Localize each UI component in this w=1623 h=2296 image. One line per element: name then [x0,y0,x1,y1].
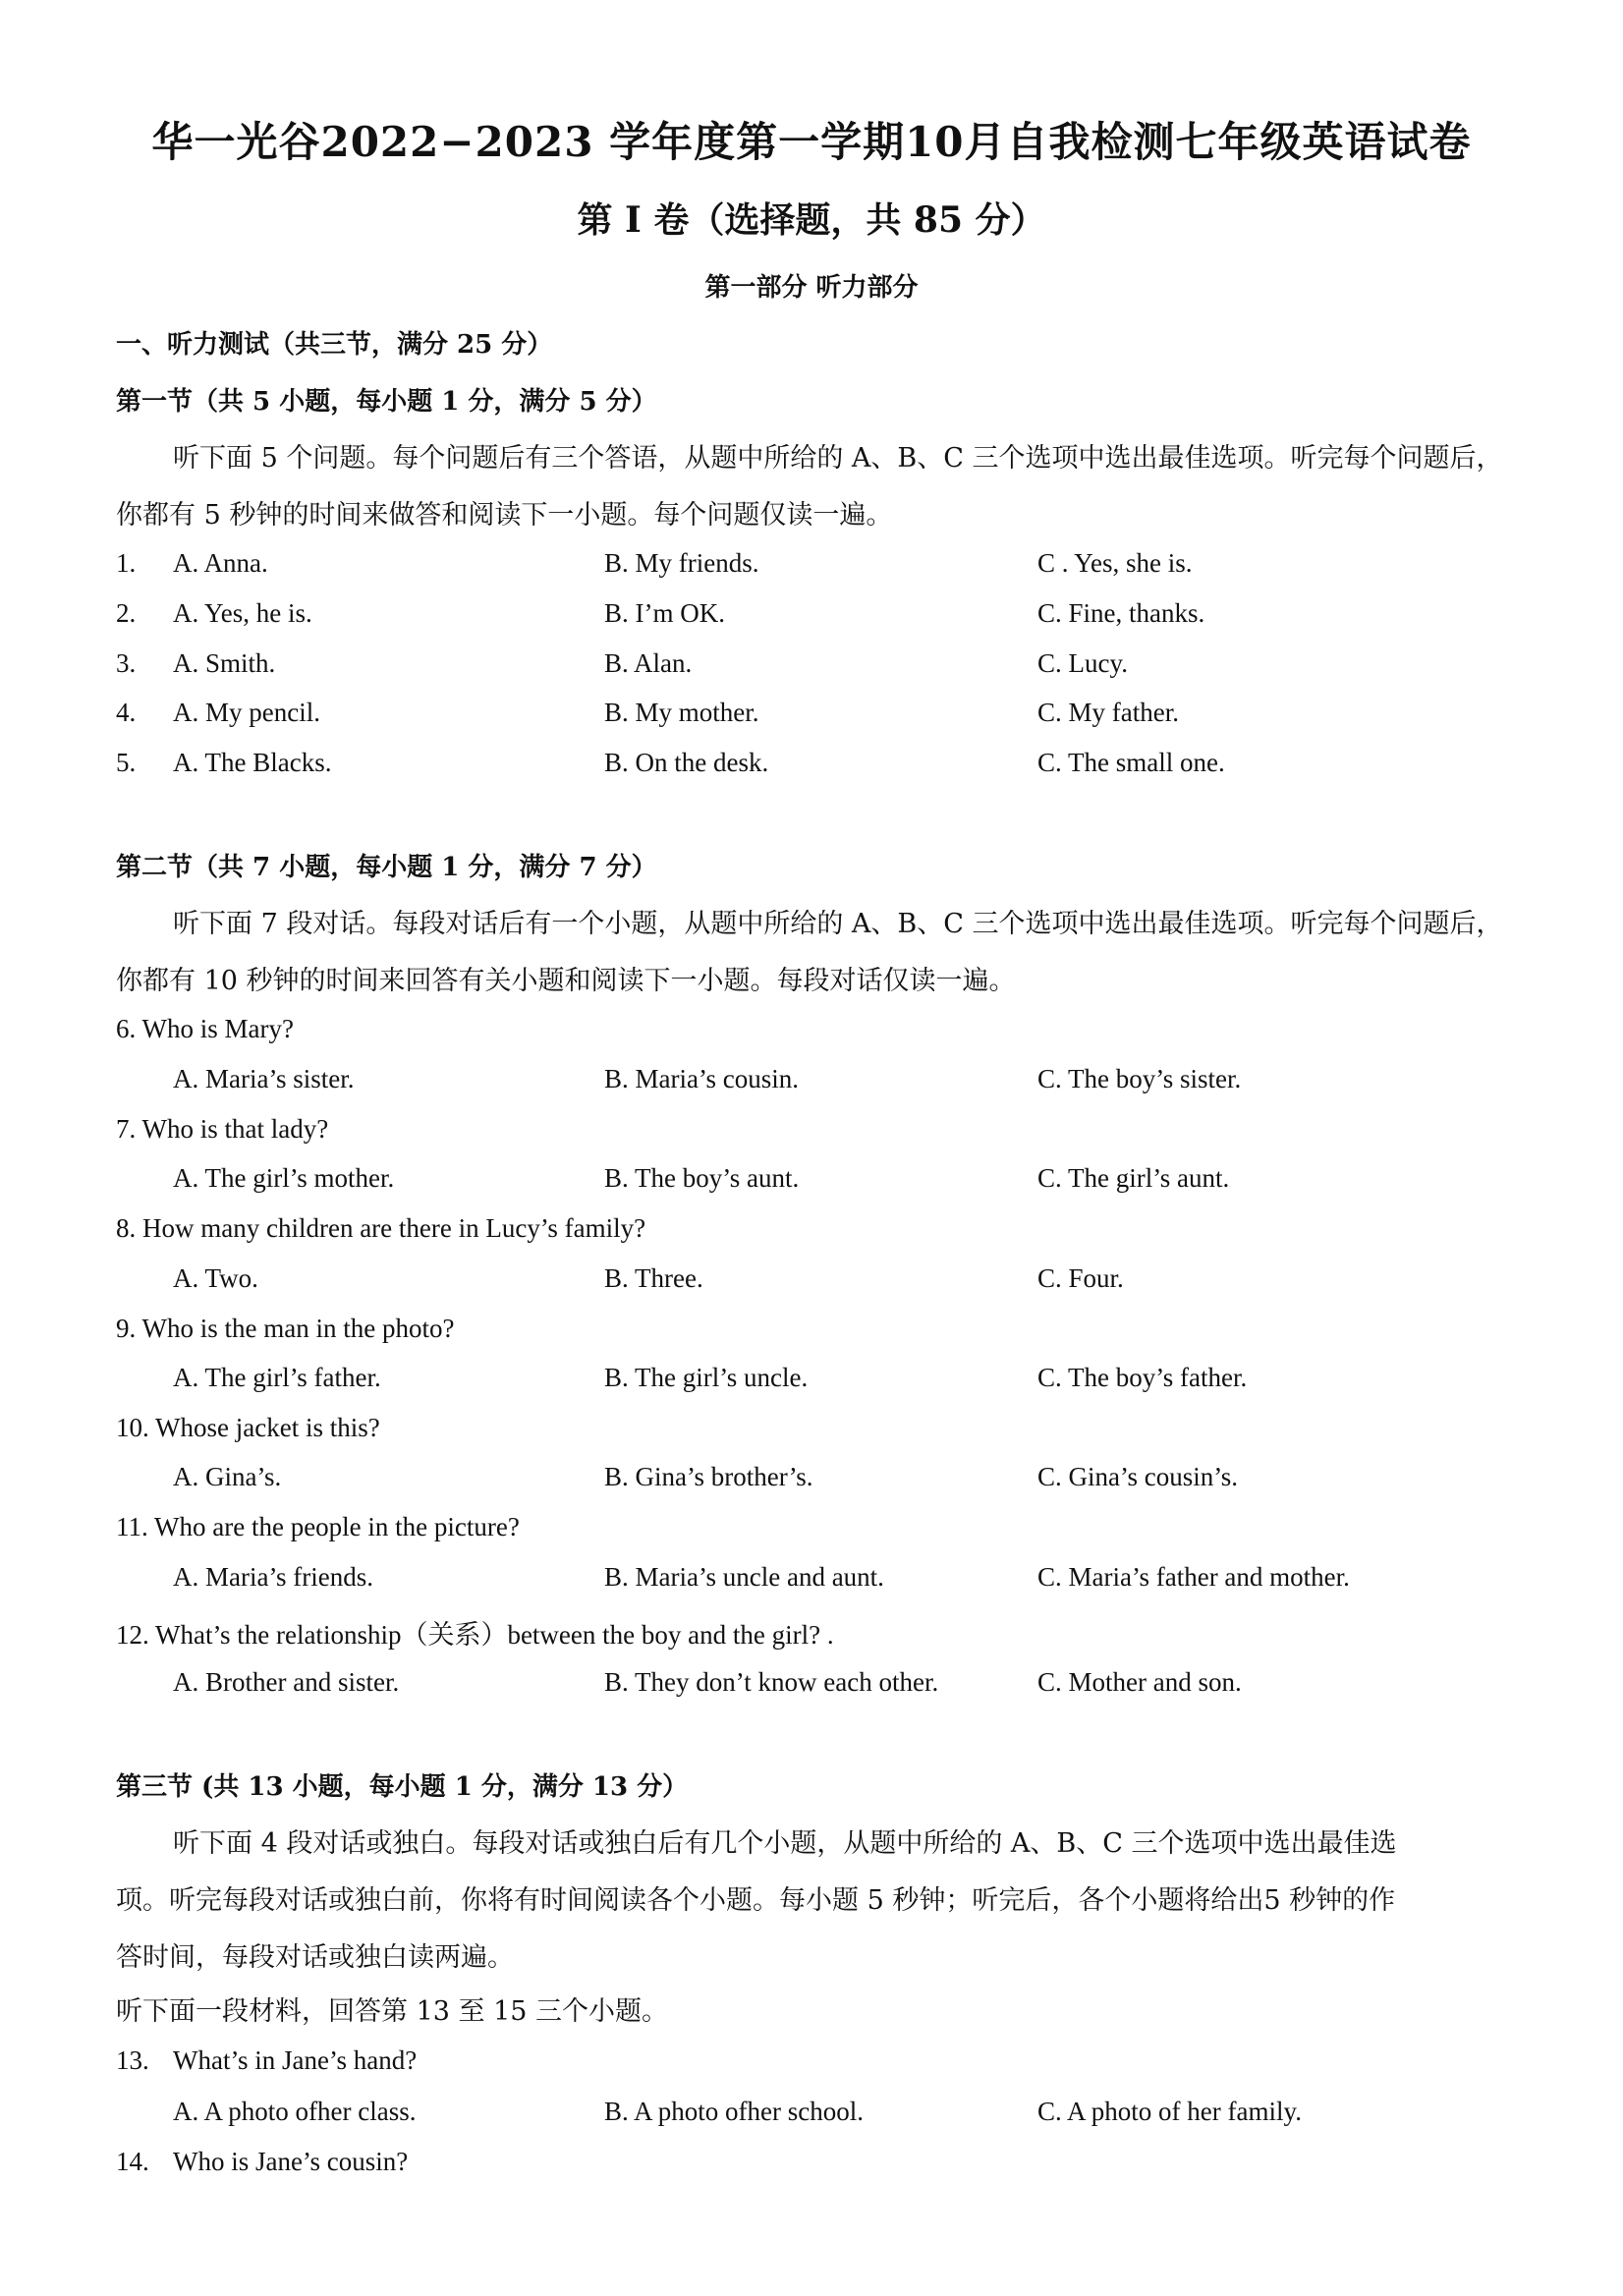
option-b[interactable]: B. I’m OK. [604,598,725,628]
option-b[interactable]: B. They don’t know each other. [604,1667,939,1697]
option-c[interactable]: C. The girl’s aunt. [1037,1163,1230,1193]
option-a[interactable]: A. Gina’s. [173,1462,282,1491]
section2-heading: 第二节（共 7 小题，每小题 1 分，满分 7 分） [116,853,657,882]
question-number: 2. [116,598,137,628]
section3-instructions-3: 答时间，每段对话或独白读两遍。 [116,1942,514,1973]
option-c[interactable]: C. The small one. [1037,748,1225,777]
option-a[interactable]: A. The girl’s mother. [173,1163,395,1193]
option-b[interactable]: B. On the desk. [604,748,769,777]
question-text: 8. How many children are there in Lucy’s family? [116,1213,646,1243]
question-text: 6. Who is Mary? [116,1014,294,1043]
option-b[interactable]: B. My mother. [604,698,759,727]
question-number: 5. [116,748,137,777]
option-b[interactable]: B. A photo ofher school. [604,2097,864,2126]
volume-heading: 第 I 卷（选择题，共 85 分） [577,199,1046,241]
option-b[interactable]: B. Maria’s uncle and aunt. [604,1562,884,1592]
option-a[interactable]: A. Two. [173,1263,258,1293]
question-number: 14. [116,2147,149,2176]
option-c[interactable]: C . Yes, she is. [1037,548,1193,578]
option-c[interactable]: C. Four. [1037,1263,1124,1293]
option-a[interactable]: A. The girl’s father. [173,1363,381,1392]
option-a[interactable]: A. Anna. [173,548,268,578]
question-prompt: Who is Jane’s cousin? [173,2147,409,2176]
question-text: 10. Whose jacket is this? [116,1413,380,1442]
option-a[interactable]: A. Maria’s sister. [173,1064,355,1093]
option-a[interactable]: A. The Blacks. [173,748,332,777]
option-b[interactable]: B. The girl’s uncle. [604,1363,809,1392]
question-number: 13. [116,2045,149,2075]
question-text: 7. Who is that lady? [116,1114,329,1144]
question-text [116,2045,1521,2076]
section3-sub-instructions: 听下面一段材料，回答第 13 至 15 三个小题。 [116,1996,669,2027]
question-text: 11. Who are the people in the picture? [116,1512,520,1541]
option-a[interactable]: A. A photo ofher class. [173,2097,417,2126]
option-c[interactable]: C. Mother and son. [1037,1667,1242,1697]
option-b[interactable]: B. Gina’s brother’s. [604,1462,813,1491]
option-b[interactable]: B. Alan. [604,648,693,678]
option-a[interactable]: A. My pencil. [173,698,320,727]
option-a[interactable]: A. Brother and sister. [173,1667,400,1697]
section3-instructions-2: 项。听完每段对话或独白前，你将有时间阅读各个小题。每小题 5 秒钟；听完后，各个小题将给出5 秒钟的作 [116,1885,1396,1916]
option-c[interactable]: C. A photo of her family. [1037,2097,1302,2126]
option-a[interactable]: A. Maria’s friends. [173,1562,373,1592]
section3-heading: 第三节 (共 13 小题，每小题 1 分，满分 13 分） [116,1772,689,1802]
part-heading: 第一部分 听力部分 [704,273,919,303]
option-c[interactable]: C. The boy’s father. [1037,1363,1248,1392]
option-c[interactable]: C. Lucy. [1037,648,1128,678]
question-number: 4. [116,698,137,727]
option-c[interactable]: C. Maria’s father and mother. [1037,1562,1350,1592]
option-b[interactable]: B. My friends. [604,548,759,578]
section1-instructions-2: 你都有 5 秒钟的时间来做答和阅读下一小题。每个问题仅读一遍。 [116,500,893,531]
section3-instructions-1: 听下面 4 段对话或独白。每段对话或独白后有几个小题，从题中所给的 A、B、C 三个选项中选出最佳选 [173,1828,1397,1859]
question-number: 1. [116,548,137,578]
question-text: 9. Who is the man in the photo? [116,1314,455,1343]
section1-heading: 第一节（共 5 小题，每小题 1 分，满分 5 分） [116,387,657,417]
option-a[interactable]: A. Smith. [173,648,276,678]
option-c[interactable]: C. Fine, thanks. [1037,598,1205,628]
listening-heading: 一、听力测试（共三节，满分 25 分） [116,330,553,360]
question-number: 3. [116,648,137,678]
question-prompt: What’s in Jane’s hand? [173,2045,418,2075]
option-c[interactable]: C. Gina’s cousin’s. [1037,1462,1239,1491]
option-b[interactable]: B. Three. [604,1263,703,1293]
section2-instructions-2: 你都有 10 秒钟的时间来回答有关小题和阅读下一小题。每段对话仅读一遍。 [116,966,1016,996]
option-a[interactable]: A. Yes, he is. [173,598,312,628]
section1-instructions-1: 听下面 5 个问题。每个问题后有三个答语，从题中所给的 A、B、C 三个选项中选出最佳选项。听完每个问题后， [173,443,1503,474]
question-text: 12. What’s the relationship（关系）between the boy and the girl? . [116,1620,834,1650]
section2-instructions-1: 听下面 7 段对话。每段对话后有一个小题，从题中所给的 A、B、C 三个选项中选出最佳选项。听完每个问题后， [173,909,1503,939]
question-text [116,2147,1521,2177]
option-b[interactable]: B. The boy’s aunt. [604,1163,800,1193]
option-c[interactable]: C. My father. [1037,698,1179,727]
option-b[interactable]: B. Maria’s cousin. [604,1064,799,1093]
option-c[interactable]: C. The boy’s sister. [1037,1064,1242,1093]
exam-title: 华一光谷2022−2023 学年度第一学期10月自我检测七年级英语试卷 [151,118,1472,166]
